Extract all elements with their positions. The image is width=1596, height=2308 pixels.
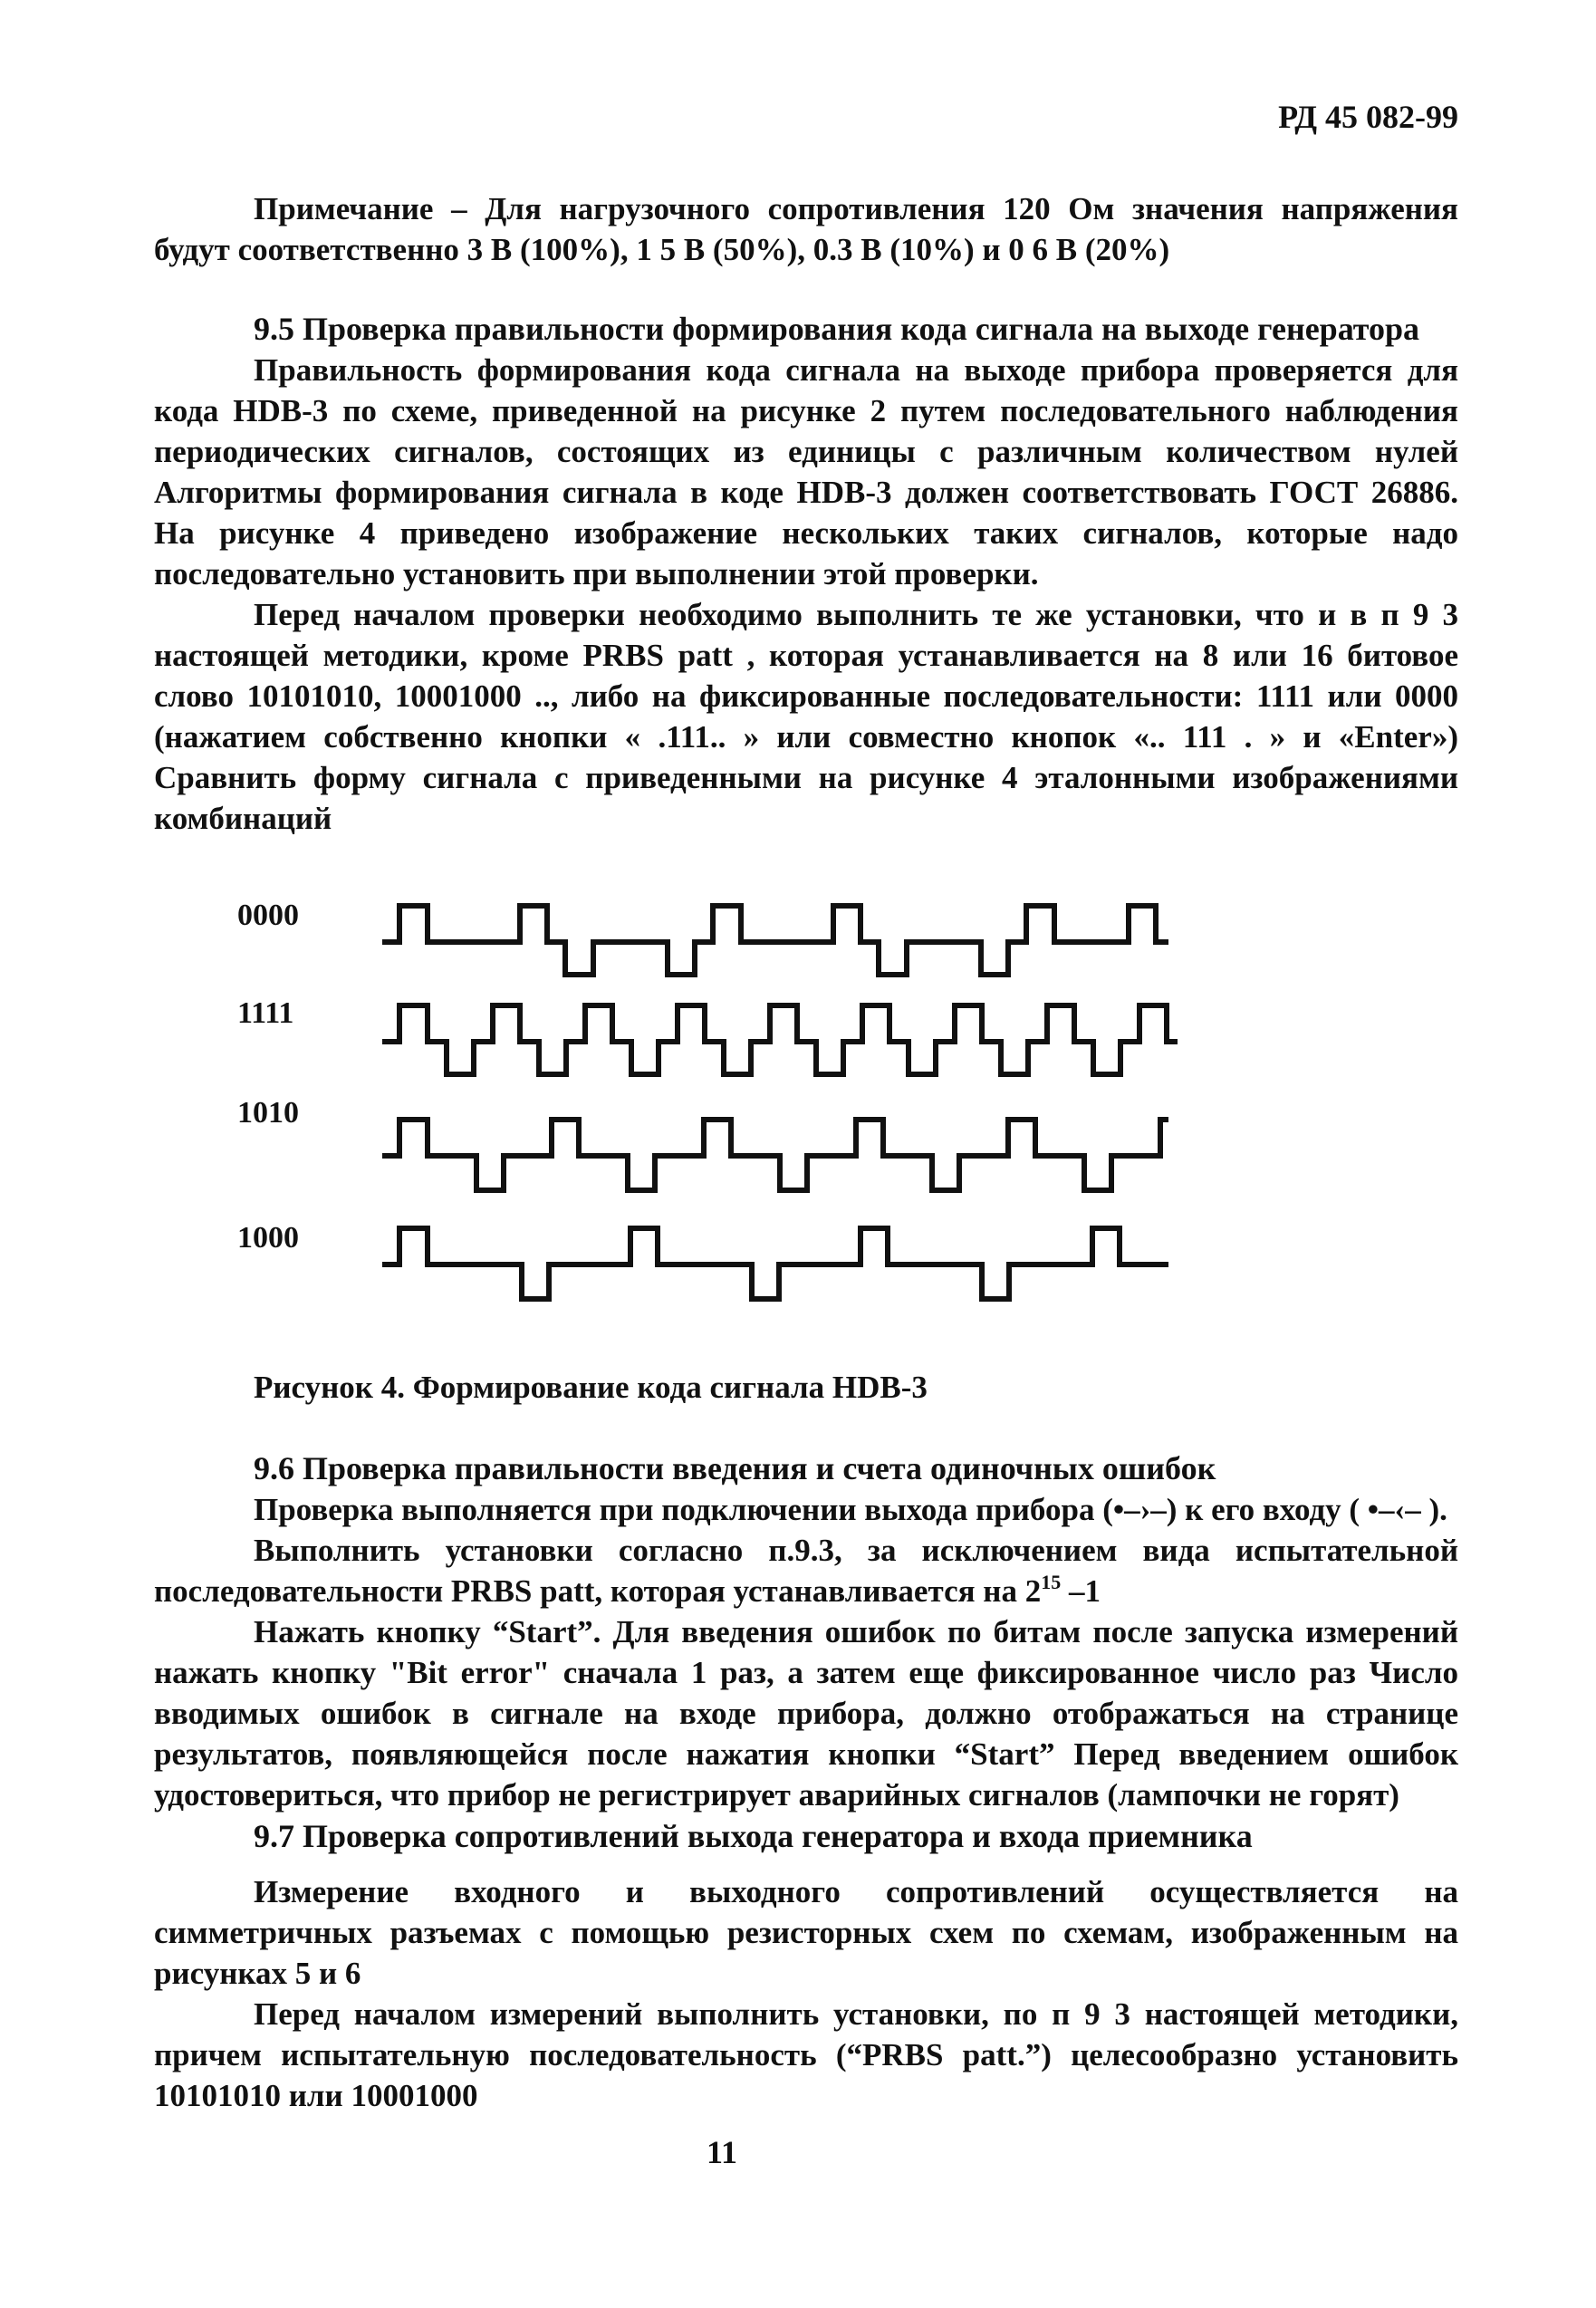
section-9-6 [154,1447,1458,1815]
section-9-7-paragraph-1: Измерение входного и выходного сопротивлений осуществляется на симметричных разъемах с помощью резисторных схем по схемам, изображенным на рисунках 5 и 6 [154,1874,1458,1991]
waveform-label-1010: 1010 [237,1096,299,1130]
section-9-5-paragraph-1: Правильность формирования кода сигнала на выходе прибора проверяется для кода HDB-3 по схеме, приведенной на рисунке 2 путем последовательного наблюдения периодических сигналов, состоящих из единицы с различным количеством нулей Алгоритмы формирования сигнала в коде HDB-3 должен соответствовать ГОСТ 26886. На рисунке 4 приведено изображение нескольких таких сигналов, которые надо последовательно установить при выполнении этой проверки. [154,352,1458,591]
waveform-1010 [382,1120,1168,1190]
section-9-7 [154,1815,1458,2116]
section-9-5-title: 9.5 Проверка правильности формирования кода сигнала на выходе генератора [254,311,1419,347]
section-9-6-title: 9.6 Проверка правильности введения и счета одиночных ошибок [254,1450,1216,1486]
waveform-1000 [382,1228,1168,1299]
section-9-7-paragraph-2: Перед началом измерений выполнить установки, по п 9 3 настоящей методики, причем испытательную последовательность (“PRBS patt.”) целесообразно установить 10101010 или 10001000 [154,1996,1458,2113]
section-9-6-paragraph-2-tail: –1 [1061,1573,1101,1609]
section-9-6-paragraph-1: Проверка выполняется при подключении выхода прибора (•–›–) к его входу ( •–‹– ). [254,1492,1447,1527]
waveform-1111 [382,1005,1178,1074]
figure-4-caption: Рисунок 4. Формирование кода сигнала HDB-3 [254,1370,928,1405]
section-9-6-paragraph-2-text: Выполнить установки согласно п.9.3, за исключением вида испытательной последовательности PRBS patt, которая устанавливается на 2 [154,1533,1458,1609]
section-9-6-paragraph-3: Нажать кнопку “Start”. Для введения ошибок по битам после запуска измерений нажать кнопку "Bit error" сначала 1 раз, а затем еще фиксированное число раз Число вводимых ошибок в сигнале на входе прибора, должно отображаться на странице результатов, появляющейся после нажатия кнопки “Start” Перед введением ошибок удостовериться, что прибор не регистрирует аварийных сигналов (лампочки не горят) [154,1614,1458,1813]
section-9-6-paragraph-2 [154,1530,1458,1611]
waveform-0000 [382,906,1168,975]
waveform-label-1111: 1111 [237,996,294,1030]
power-exponent: 15 [1041,1571,1062,1593]
page-number: 11 [707,2134,738,2170]
waveform-label-1000: 1000 [237,1221,299,1255]
note-text: Примечание – Для нагрузочного сопротивления 120 Ом значения напряжения будут соответственно 3 В (100%), 1 5 В (50%), 0.3 В (10%) и 0 6 В (20%) [154,191,1458,267]
section-9-7-title: 9.7 Проверка сопротивлений выхода генератора и входа приемника [254,1818,1253,1854]
section-9-5-paragraph-2: Перед началом проверки необходимо выполнить те же установки, что и в п 9 3 настоящей методики, кроме PRBS patt , которая устанавливается на 8 или 16 битовое слово 10101010, 10001000 .., либо на фиксированные последовательности: 1111 или 0000 (нажатием собственно кнопки « .111.. » или совместно кнопок «.. 111 . » и «Enter») Сравнить форму сигнала с приведенными на рисунке 4 эталонными изображениями комбинаций [154,597,1458,836]
document-code: РД 45 082-99 [1278,99,1458,135]
waveform-label-0000: 0000 [237,899,299,932]
